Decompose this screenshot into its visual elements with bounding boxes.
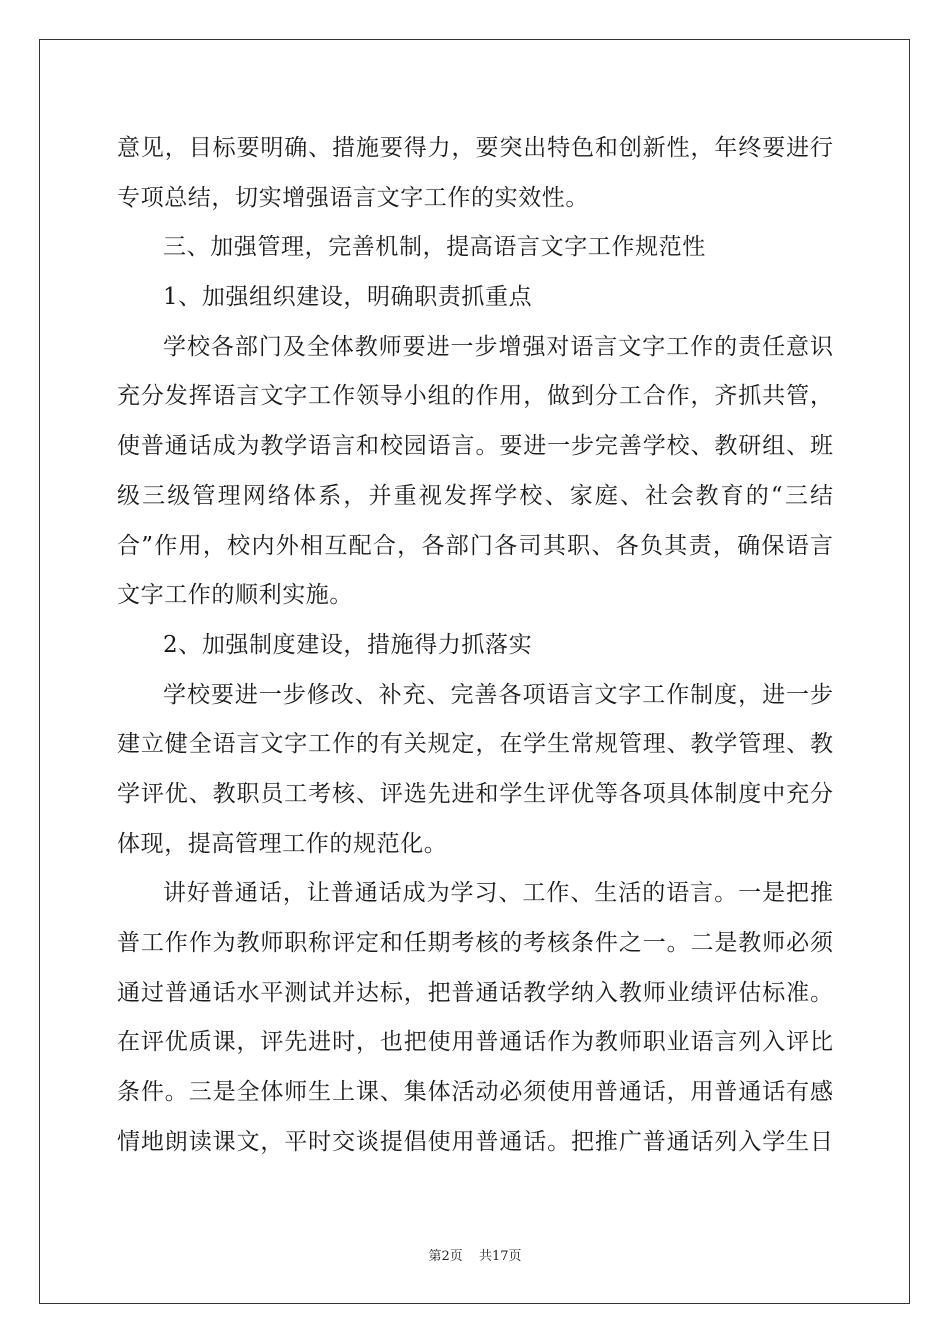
text-line: 文字工作的顺利实施。	[117, 582, 353, 609]
document-body	[117, 124, 833, 1167]
text-line: 普工作作为教师职称评定和任期考核的考核条件之一。二是教师必须	[117, 930, 833, 956]
text-line: 通过普通话水平测试并达标，把普通话教学纳入教师业绩评估标准。	[117, 979, 833, 1006]
text-line: 在评优质课，评先进时，也把使用普通话作为教师职业语言列入评比	[117, 1029, 833, 1056]
page-footer	[0, 1245, 950, 1264]
page-total: 共17页	[478, 1249, 522, 1264]
text-line: 1、加强组织建设，明确职责抓重点	[163, 284, 533, 311]
text-line: 使普通话成为教学语言和校园语言。要进一步完善学校、教研组、班	[117, 433, 833, 460]
text-line: 意见，目标要明确、措施要得力，要突出特色和创新性，年终要进行	[117, 135, 833, 161]
text-line: 三、加强管理，完善机制，提高语言文字工作规范性	[163, 234, 706, 261]
text-line: 专项总结，切实增强语言文字工作的实效性。	[117, 184, 589, 211]
text-line: 学评优、教职员工考核、评选先进和学生评优等各项具体制度中充分	[117, 780, 833, 807]
text-line: 讲好普通话，让普通话成为学习、工作、生活的语言。一是把推	[163, 880, 833, 907]
text-line: 建立健全语言文字工作的有关规定，在学生常规管理、教学管理、教	[117, 731, 833, 758]
text-line: 级三级管理网络体系，并重视发挥学校、家庭、社会教育的“三结	[117, 482, 833, 509]
text-line: 充分发挥语言文字工作领导小组的作用，做到分工合作，齐抓共管，	[117, 383, 833, 410]
text-line: 学校各部门及全体教师要进一步增强对语言文字工作的责任意识	[163, 333, 833, 360]
text-line: 学校要进一步修改、补充、完善各项语言文字工作制度，进一步	[163, 681, 833, 708]
text-line: 条件。三是全体师生上课、集体活动必须使用普通话，用普通话有感	[117, 1079, 833, 1106]
text-line: 体现，提高管理工作的规范化。	[117, 830, 448, 857]
text-line: 情地朗读课文，平时交谈提倡使用普通话。把推广普通话列入学生日	[117, 1128, 833, 1155]
text-line: 2、加强制度建设，措施得力抓落实	[163, 631, 533, 658]
text-line: 合”作用，校内外相互配合，各部门各司其职、各负其责，确保语言	[117, 532, 833, 559]
page-number: 第2页	[428, 1249, 463, 1264]
